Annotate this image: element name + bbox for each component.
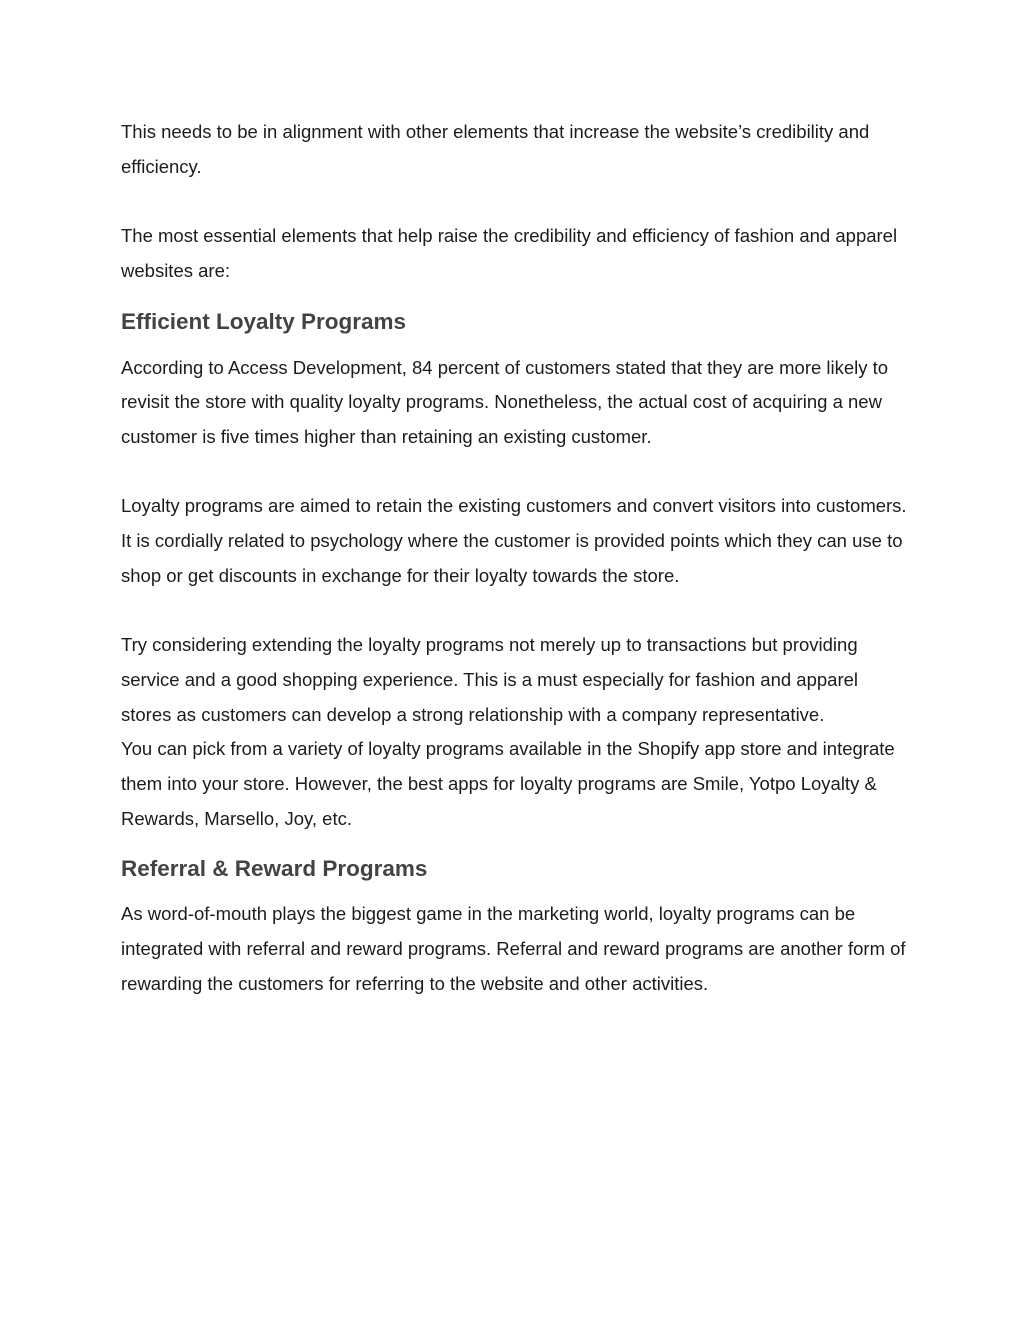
heading-referral-reward-programs: Referral & Reward Programs bbox=[121, 856, 428, 882]
document-page bbox=[121, 115, 911, 1001]
paragraph-gap bbox=[121, 184, 911, 219]
paragraph-shopify-apps: You can pick from a variety of loyalty programs available in the Shopify app store and integrate them into your store. However, the best apps for loyalty programs are Smile, Yotpo Loyalty & Rewards, Marsello, Joy, etc. bbox=[121, 738, 895, 829]
paragraph-access-development: According to Access Development, 84 percent of customers stated that they are more likely to revisit the store with quality loyalty programs. Nonetheless, the actual cost of acquiring a new customer is five times higher than retaining an existing customer. bbox=[121, 356, 889, 447]
paragraph-gap bbox=[121, 593, 911, 628]
paragraph-alignment: This needs to be in alignment with other elements that increase the website’s credibility and efficiency. bbox=[121, 121, 870, 177]
heading-efficient-loyalty-programs: Efficient Loyalty Programs bbox=[121, 308, 407, 334]
paragraph-word-of-mouth: As word-of-mouth plays the biggest game in the marketing world, loyalty programs can be integrated with referral and reward programs. Referral and reward programs are another form of rewarding the customers for referring to the website and other activities. bbox=[121, 903, 906, 994]
paragraph-essential-elements: The most essential elements that help raise the credibility and efficiency of fashion and apparel websites are: bbox=[121, 225, 898, 281]
paragraph-extending-loyalty: Try considering extending the loyalty programs not merely up to transactions but providing service and a good shopping experience. This is a must especially for fashion and apparel stores as customers can develop a strong relationship with a company representative. bbox=[121, 634, 859, 725]
paragraph-gap bbox=[121, 455, 911, 490]
paragraph-loyalty-retain: Loyalty programs are aimed to retain the existing customers and convert visitors into customers. It is cordially related to psychology where the customer is provided points which they can use to shop or get discounts in exchange for their loyalty towards the store. bbox=[121, 495, 907, 586]
